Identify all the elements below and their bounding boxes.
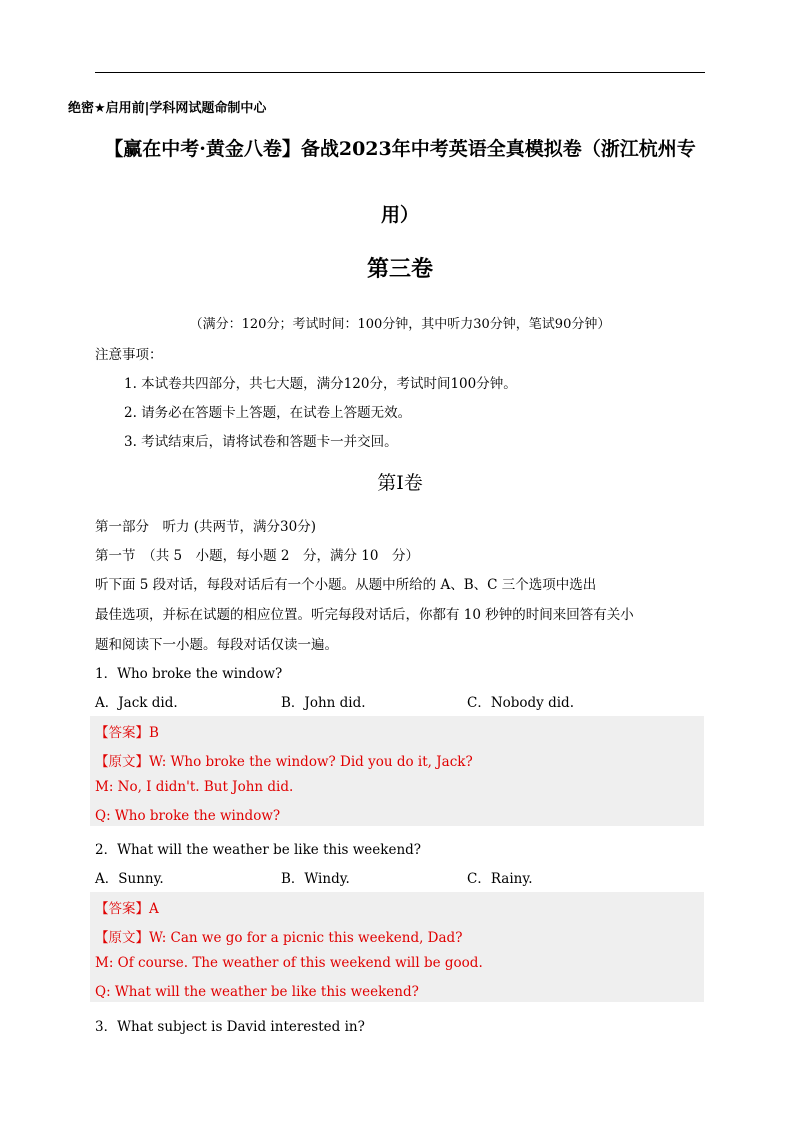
transcript-line: Q: Who broke the window?	[95, 808, 281, 824]
notes-heading: 注意事项：	[95, 347, 163, 363]
answer-key: 【答案】A	[95, 901, 159, 917]
option-c: C．Nobody did.	[467, 695, 574, 711]
volume-title: 第三卷	[366, 256, 433, 282]
option-c: C．Rainy.	[467, 871, 533, 887]
note-item: 3. 考试结束后，请将试卷和答题卡一并交回。	[124, 434, 398, 450]
question-stem: 3．What subject is David interested in?	[95, 1019, 365, 1035]
option-a: A．Jack did.	[95, 695, 178, 711]
transcript-line: M: Of course. The weather of this weekend will be good.	[95, 955, 483, 971]
confidential-label: 绝密★启用前|学科网试题命制中心	[68, 101, 267, 116]
question-stem: 2．What will the weather be like this weekend?	[95, 842, 422, 858]
transcript-line: 【原文】W: Who broke the window? Did you do it, Jack?	[95, 754, 473, 770]
section-one: 第一节 （共 5 小题，每小题 2 分，满分 10 分）	[95, 548, 419, 564]
transcript-line: Q: What will the weather be like this weekend?	[95, 984, 419, 1000]
header-rule	[95, 72, 705, 73]
instruction-line: 听下面 5 段对话，每段对话后有一个小题。从题中所给的 A、B、C 三个选项中选出	[95, 577, 597, 593]
question-stem: 1．Who broke the window?	[95, 666, 283, 682]
part-title: 第I卷	[377, 472, 423, 494]
option-b: B．Windy.	[281, 871, 350, 887]
section-part: 第一部分 听力 (共两节，满分30分)	[95, 519, 317, 535]
instruction-line: 最佳选项，并标在试题的相应位置。听完每段对话后，你都有 10 秒钟的时间来回答有关小	[95, 607, 634, 623]
note-item: 2. 请务必在答题卡上答题，在试卷上答题无效。	[124, 405, 412, 421]
answer-key: 【答案】B	[95, 725, 159, 741]
option-b: B．John did.	[281, 695, 366, 711]
exam-title-line2: 用）	[380, 204, 419, 226]
exam-meta: （满分：120分；考试时间：100分钟，其中听力30分钟，笔试90分钟）	[189, 317, 611, 332]
exam-title-line1: 【赢在中考·黄金八卷】备战2023年中考英语全真模拟卷（浙江杭州专	[104, 138, 696, 160]
transcript-line: M: No, I didn't. But John did.	[95, 779, 294, 795]
transcript-line: 【原文】W: Can we go for a picnic this weekend, Dad?	[95, 930, 463, 946]
instruction-line: 题和阅读下一小题。每段对话仅读一遍。	[95, 637, 338, 653]
option-a: A．Sunny.	[95, 871, 164, 887]
note-item: 1. 本试卷共四部分，共七大题，满分120分，考试时间100分钟。	[124, 376, 517, 392]
